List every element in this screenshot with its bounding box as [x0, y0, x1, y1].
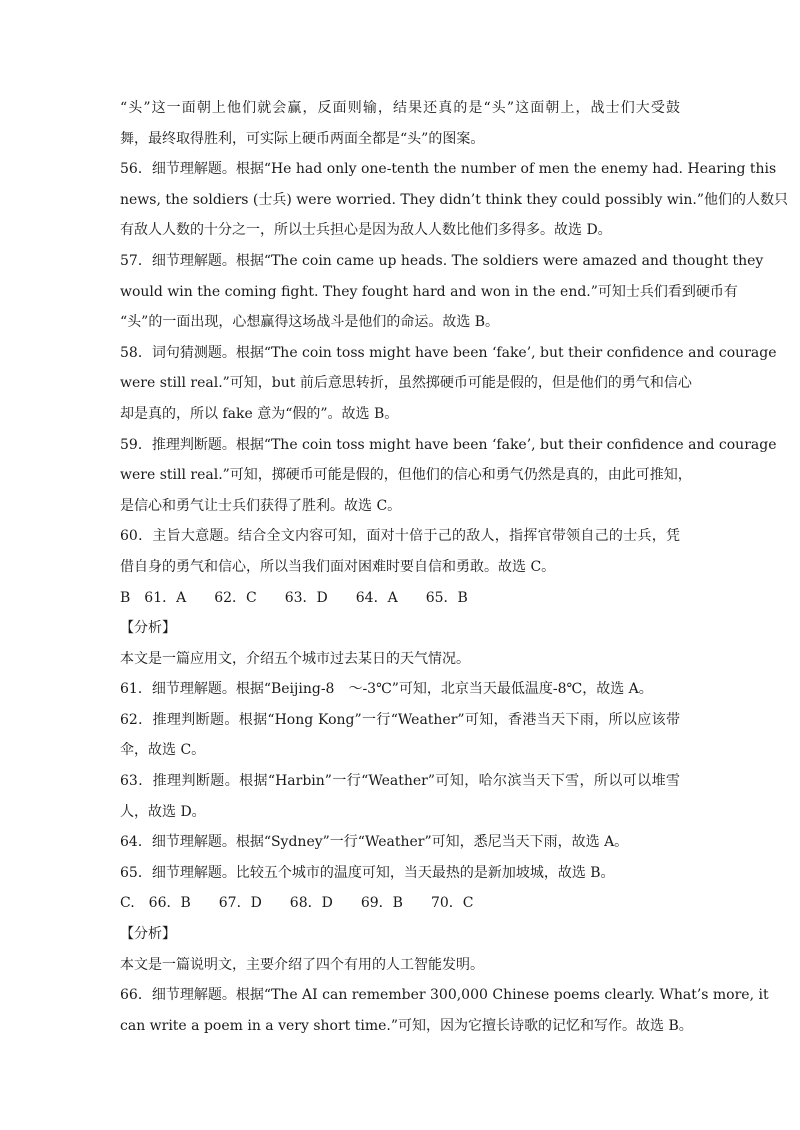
analysis-heading: 【分析】: [120, 926, 176, 943]
answer-key-66-70: C. 66．B 67．D 68．D 69．B 70．C: [120, 895, 474, 912]
q62-explanation-line: 62．推理判断题。根据“Hong Kong”一行“Weather”可知，香港当天下雨，所以应该带: [120, 711, 680, 728]
q56-explanation-line: 56．细节理解题。根据“He had only one-tenth the number of men the enemy had. Hearing this: [120, 161, 777, 178]
analysis-heading: 【分析】: [120, 620, 176, 637]
q64-explanation-line: 64．细节理解题。根据“Sydney”一行“Weather”可知，悉尼当天下雨，故选 A。: [120, 834, 629, 851]
q58-explanation-line: were still real.”可知，but 前后意思转折，虽然掷硬币可能是假的，但是他们的勇气和信心: [120, 375, 692, 392]
analysis-summary: 本文是一篇说明文，主要介绍了四个有用的人工智能发明。: [120, 956, 484, 973]
answer-key-61-65: B 61．A 62．C 63．D 64．A 65．B: [120, 589, 468, 606]
q57-explanation-line: “头”的一面出现，心想赢得这场战斗是他们的命运。故选 B。: [120, 314, 500, 331]
q59-explanation-line: were still real.”可知，掷硬币可能是假的，但他们的信心和勇气仍然是真的，由此可推知，: [120, 467, 692, 484]
q60-explanation-line: 借自身的勇气和信心，所以当我们面对困难时要自信和勇敢。故选 C。: [120, 558, 556, 575]
q66-explanation-line: can write a poem in a very short time.”可知，因为它擅长诗歌的记忆和写作。故选 B。: [120, 1017, 693, 1034]
q58-explanation-line: 却是真的，所以 fake 意为“假的”。故选 B。: [120, 405, 399, 422]
q59-explanation-line: 59．推理判断题。根据“The coin toss might have been ‘fake’, but their confidence and courage: [120, 436, 777, 453]
q60-explanation-line: 60．主旨大意题。结合全文内容可知，面对十倍于己的敌人，指挥官带领自己的士兵，凭: [120, 528, 680, 545]
q56-explanation-line: news, the soldiers (士兵) were worried. They didn’t think they could possibly win.”他们的人数只: [120, 191, 788, 208]
q59-explanation-line: 是信心和勇气让士兵们获得了胜利。故选 C。: [120, 497, 402, 514]
q63-explanation-line: 63．推理判断题。根据“Harbin”一行“Weather”可知，哈尔滨当天下雪，所以可以堆雪: [120, 773, 680, 790]
q58-explanation-line: 58．词句猜测题。根据“The coin toss might have been ‘fake’, but their confidence and courage: [120, 344, 777, 361]
q66-explanation-line: 66．细节理解题。根据“The AI can remember 300,000 Chinese poems clearly. What’s more, it: [120, 987, 769, 1004]
q57-explanation-line: 57．细节理解题。根据“The coin came up heads. The soldiers were amazed and thought they: [120, 252, 764, 269]
paragraph-line: “头”这一面朝上他们就会赢，反面则输，结果还真的是“头”这面朝上，战士们大受鼓: [120, 100, 680, 116]
q56-explanation-line: 有敌人人数的十分之一，所以士兵担心是因为敌人人数比他们多得多。故选 D。: [120, 222, 612, 239]
q62-explanation-line: 伞，故选 C。: [120, 742, 206, 759]
q61-explanation-line: 61．细节理解题。根据“Beijing-8 ～-3℃”可知，北京当天最低温度-8℃，故选 A。: [120, 681, 653, 698]
answer-explanation-page: [120, 93, 788, 1041]
analysis-summary: 本文是一篇应用文，介绍五个城市过去某日的天气情况。: [120, 650, 470, 667]
q63-explanation-line: 人，故选 D。: [120, 803, 206, 820]
q57-explanation-line: would win the coming fight. They fought hard and won in the end.”可知士兵们看到硬币有: [120, 283, 738, 300]
paragraph-line: 舞，最终取得胜利，可实际上硬币两面全都是“头”的图案。: [120, 130, 485, 147]
q65-explanation-line: 65．细节理解题。比较五个城市的温度可知，当天最热的是新加坡城，故选 B。: [120, 864, 615, 881]
